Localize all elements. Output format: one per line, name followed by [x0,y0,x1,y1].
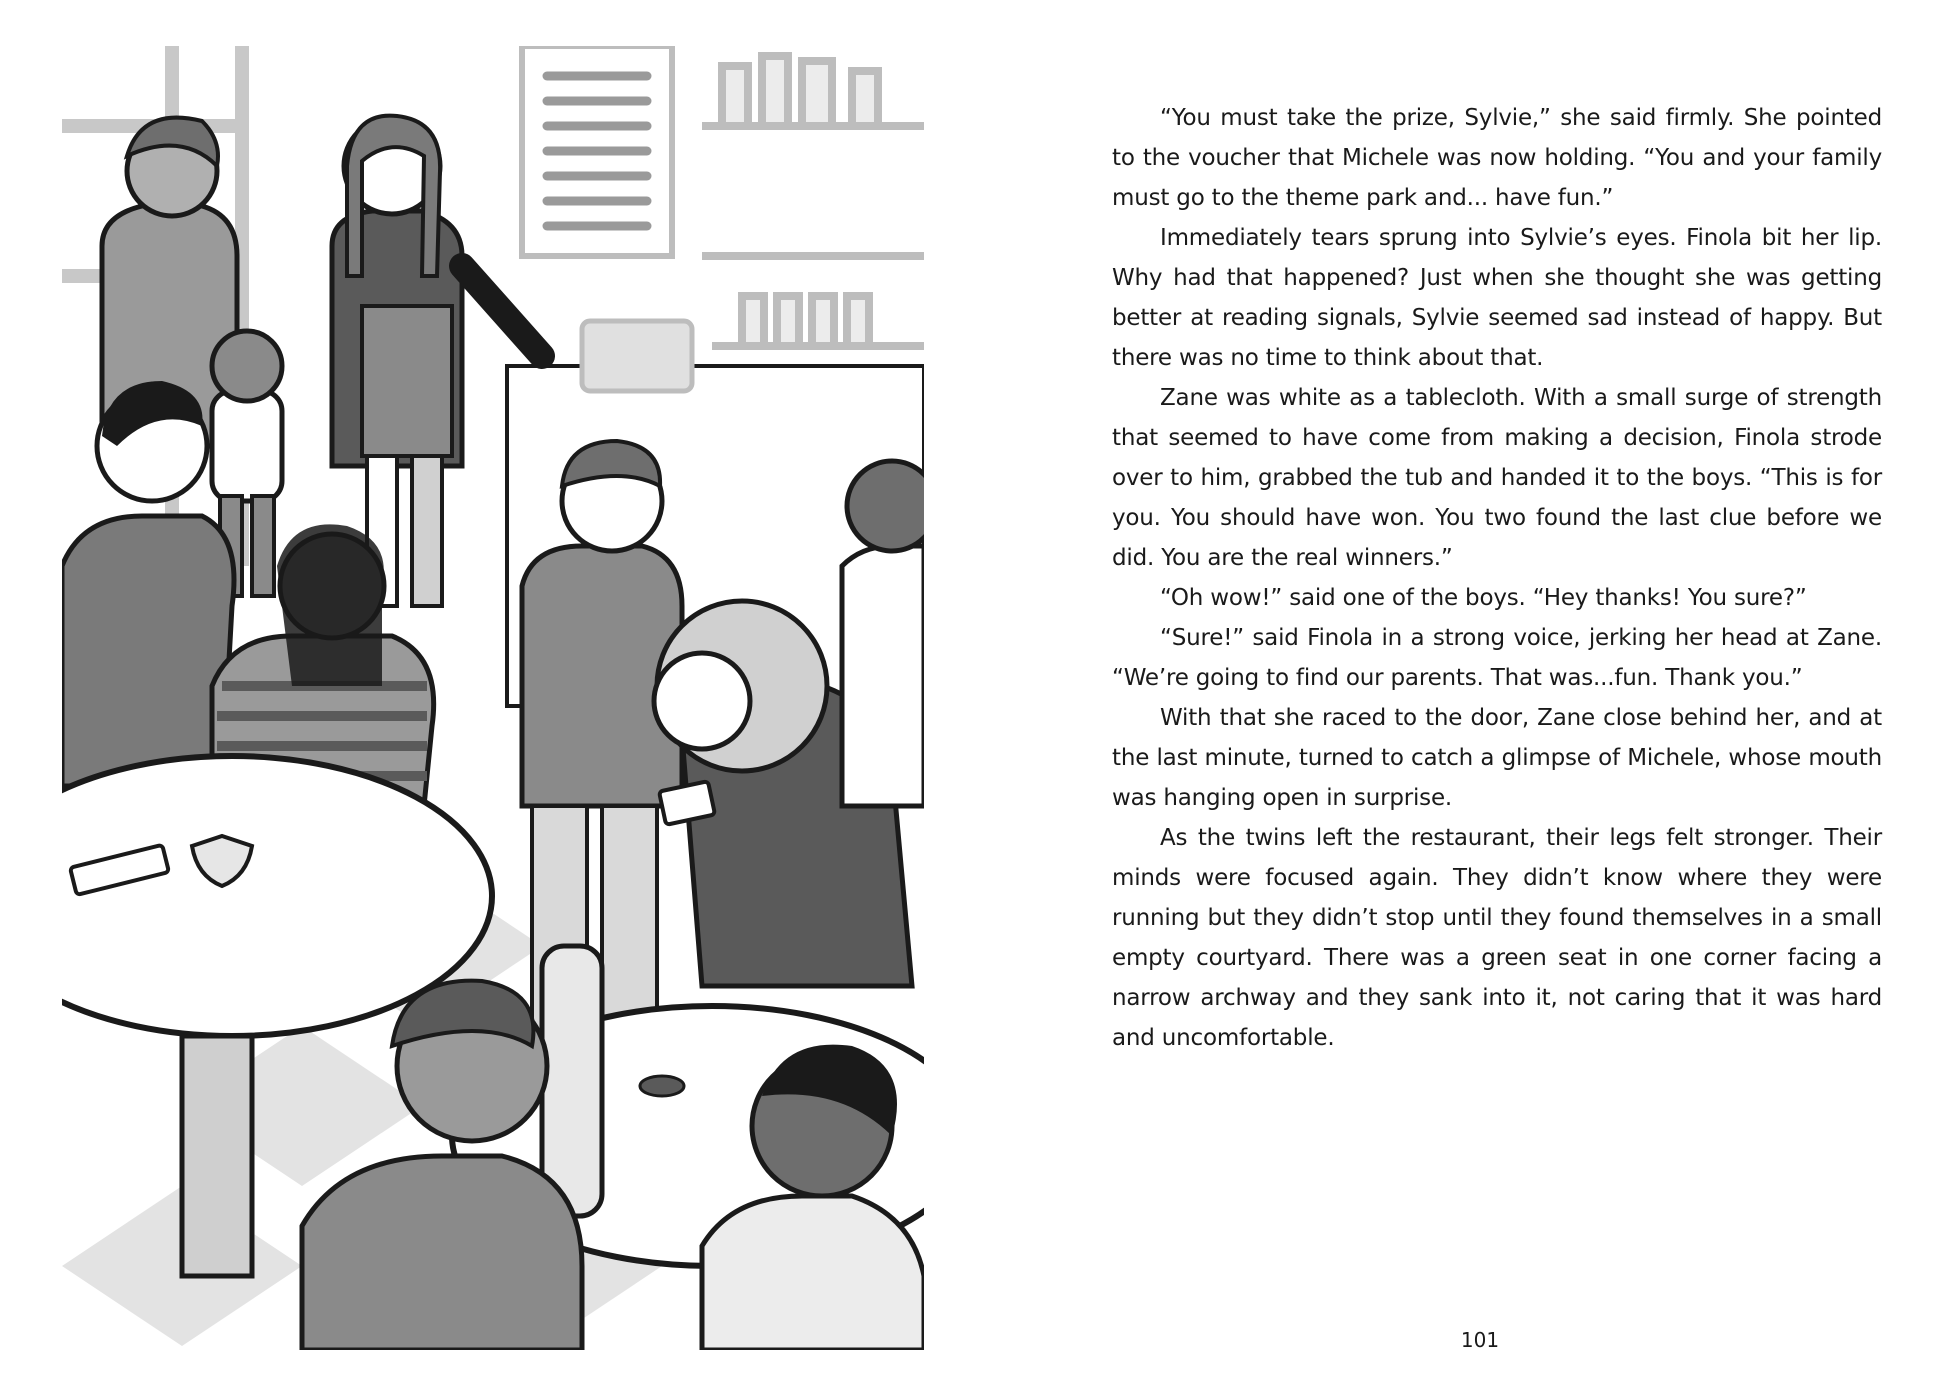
cash-register [582,321,692,391]
page-number: 101 [1460,1328,1500,1352]
text-page [1112,98,1882,1058]
paragraph-1: “You must take the prize, Sylvie,” she said firmly. She pointed to the voucher that Michele was now holding. “You and your family must go to the theme park and... have fun.” [1112,105,1882,211]
paragraph-3: Zane was white as a tablecloth. With a small surge of strength that seemed to have come from making a decision, Finola strode over to him, grabbed the tub and handed it to the boys. “This is for you. You should have won. You two found the last clue before we did. You are the real winners.” [1112,385,1882,571]
restaurant-illustration [62,46,924,1350]
paragraph-4: “Oh wow!” said one of the boys. “Hey thanks! You sure?” [1160,585,1807,611]
paragraph-6: With that she raced to the door, Zane close behind her, and at the last minute, turned to catch a glimpse of Michele, whose mouth was hanging open in surprise. [1112,705,1882,811]
paragraph-2: Immediately tears sprung into Sylvie’s eyes. Finola bit her lip. Why had that happened? Just when she thought she was getting better at reading signals, Sylvie seemed sad instead of happy. But there was no time to think about that. [1112,225,1882,371]
paragraph-5: “Sure!” said Finola in a strong voice, jerking her head at Zane. “We’re going to find our parents. That was...fun. Thank you.” [1112,625,1882,691]
menu-board [522,46,672,256]
illustration-drawing [62,46,924,1350]
paragraph-7: As the twins left the restaurant, their legs felt stronger. Their minds were focused again. They didn’t know where they were running but they didn’t stop until they found themselves in a small empty courtyard. There was a green seat in one corner facing a narrow archway and they sank into it, not caring that it was hard and uncomfortable. [1112,825,1882,1051]
woman-right [842,461,924,806]
